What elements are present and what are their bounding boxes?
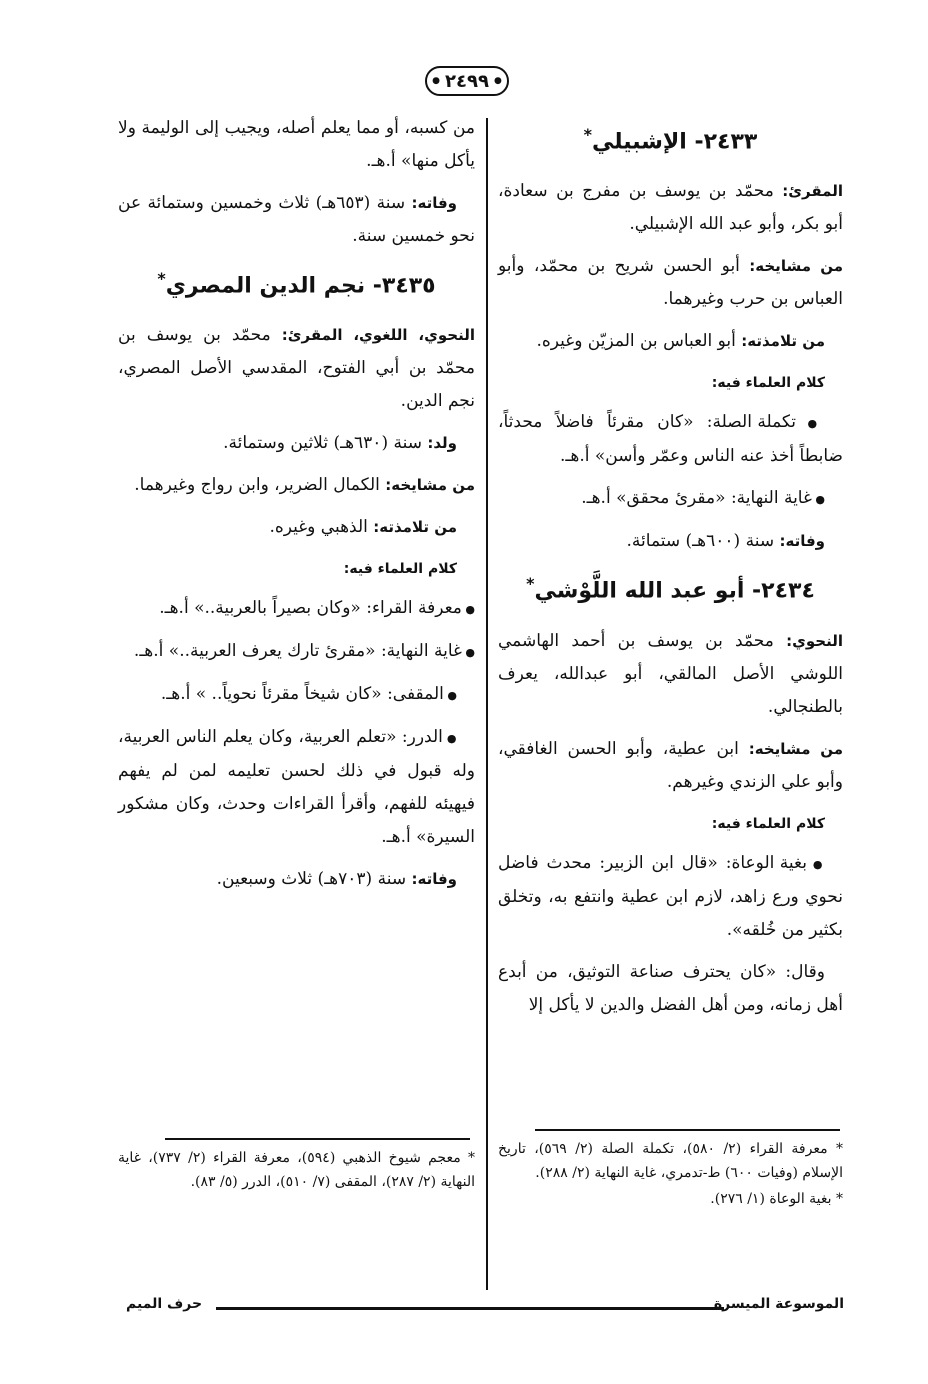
letter-section: حرف الميم (126, 1296, 203, 1312)
quote-bullet: ● بغية الوعاة: «قال ابن الزبير: محدث فاضل نحوي ورع زاهد، لازم ابن عطية وانتفع به، وتخلق بكثير من خُلقه». (498, 847, 843, 947)
footnote-separator (165, 1138, 470, 1140)
entry-paragraph: من مشايخه: الكمال الضرير، وابن رواج وغيرهما. (134, 475, 475, 496)
footnote: * بغية الوعاة (١/ ٢٧٦). (710, 1191, 843, 1207)
entry-paragraph: من مشايخه: أبو الحسن شريح بن محمّد، وأبو العباس بن حرب وغيرهما. (498, 256, 843, 310)
footnote-separator (535, 1129, 840, 1131)
scholars-subheading: كلام العلماء فيه: (711, 375, 825, 392)
book-title: الموسوعة الميسرة (713, 1296, 844, 1312)
continued-paragraph: من كسبه، أو مما يعلم أصله، ويجيب إلى الوليمة ولا يأكل منها» أ.هـ. (118, 118, 475, 171)
page-footer (126, 1296, 844, 1316)
quote-bullet: ● الدرر: «تعلم العربية، وكان يعلم الناس العربية، وله قبول في ذلك لحسن تعليمه لمن لم يفهم فيهيئه للفهم، وأقرأ القراءات وحدث، وكان مشكور السيرة» أ.هـ. (118, 721, 475, 854)
footnote: * معجم شيوخ الذهبي (٥٩٤)، معرفة القراء (٢/ ٧٣٧)، غاية النهاية (٢/ ٢٨٧)، المقفى (٧/ ٥١٠)، الدرر (٥/ ٨٣). (118, 1150, 476, 1190)
footnote: * معرفة القراء (٢/ ٥٨٠)، تكملة الصلة (٢/ ٥٦٩)، تاريخ الإسلام (وفيات ٦٠٠) ط-تدمري، غاية النهاية (٢/ ٢٨٨). (498, 1141, 844, 1181)
scholars-subheading: كلام العلماء فيه: (343, 561, 457, 578)
death-line: وفاته: سنة (٧٠٣هـ) ثلاث وسبعين. (216, 869, 457, 890)
entry-paragraph: من مشايخه: ابن عطية، وأبو الحسن الغافقي، وأبو علي الزندي وغيرهم. (498, 738, 843, 792)
born-line: ولد: سنة (٦٣٠هـ) ثلاثين وستمائة. (223, 433, 457, 454)
scholars-subheading: كلام العلماء فيه: (711, 815, 825, 832)
quote-bullet: ● غاية النهاية: «مقرئ محقق» أ.هـ. (498, 482, 843, 516)
quote-bullet: ● تكملة الصلة: «كان مقرئاً فاضلاً محدثاً، ضابطاً أخذ عنه الناس وعمّر وأسن» أ.هـ. (498, 406, 843, 473)
entry-paragraph: من تلامذته: أبو العباس بن المزيّن وغيره. (536, 331, 825, 352)
death-line: وفاته: سنة (٦٠٠هـ) ستمائة. (626, 531, 825, 552)
entry-paragraph: وقال: «كان يحترف صناعة التوثيق، من أبدع أهل زمانه، ومن أهل الفضل والدين لا يأكل إلا (498, 961, 843, 1015)
footer-rule (216, 1307, 724, 1310)
entry-paragraph: النحوي، اللغوي، المقرئ: محمّد بن يوسف بن محمّد بن أبي الفتوح، المقدسي الأصل المصري، نجم الدين. (118, 325, 475, 412)
quote-bullet: ● غاية النهاية: «مقرئ تارك يعرف العربية..» أ.هـ. (118, 635, 475, 669)
entry-heading-3435: ٣٤٣٥- نجم الدين المصري* (157, 269, 436, 299)
quote-bullet: ● معرفة القراء: «وكان بصيراً بالعربية..» أ.هـ. (118, 592, 475, 626)
entry-paragraph: النحوي: محمّد بن يوسف بن أحمد الهاشمي اللوشي الأصل المالقي، أبو عبدالله، يعرف بالطنجالي. (498, 630, 843, 717)
death-line: وفاته: سنة (٦٥٣هـ) ثلاث وخمسين وستمائة عن نحو خمسين سنة. (118, 193, 475, 246)
column-divider (486, 118, 488, 1290)
page-number: ● ٢٤٩٩ ● (425, 66, 509, 96)
left-column (118, 112, 475, 905)
entry-heading-2434: ٢٤٣٤- أبو عبد الله اللَّوْشي* (526, 574, 815, 604)
entry-paragraph: المقرئ: محمّد بن يوسف بن مفرج بن سعادة، أبو بكر، وأبو عبد الله الإشبيلي. (498, 181, 843, 235)
entry-paragraph: من تلامذته: الذهبي وغيره. (269, 517, 457, 538)
left-footnotes (118, 1146, 475, 1196)
right-column (498, 112, 843, 1031)
quote-bullet: ● المقفى: «كان شيخاً مقرئاً نحوياً.. » أ.هـ. (118, 678, 475, 712)
right-footnotes (498, 1137, 843, 1213)
entry-heading-2433: ٢٤٣٣- الإشبيلي* (583, 125, 758, 155)
